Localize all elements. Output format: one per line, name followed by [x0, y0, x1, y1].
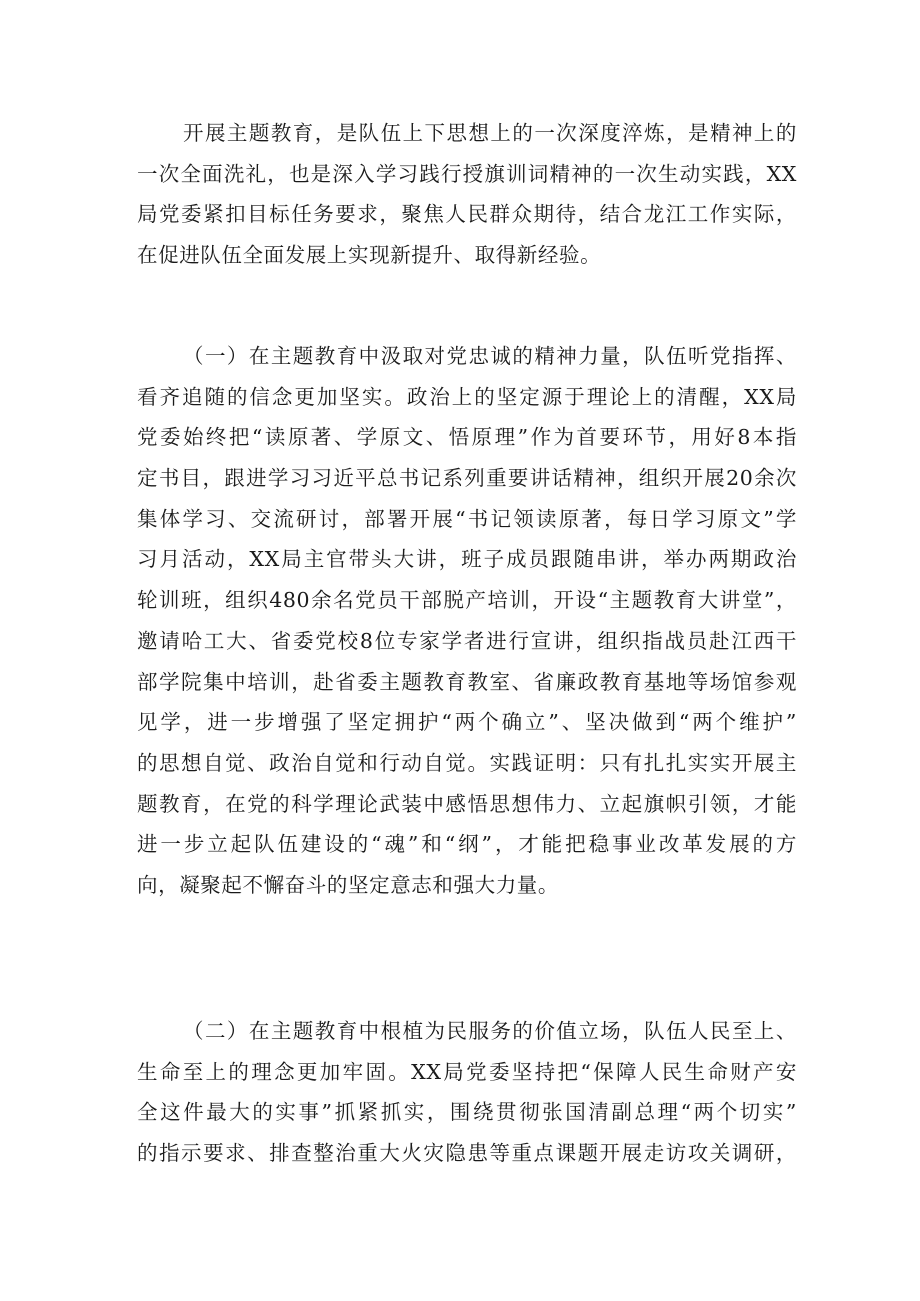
text-line: 题教育，在党的科学理论武装中感悟思想伟力、立起旗帜引领，才能	[137, 791, 797, 816]
text-line: 向，凝聚起不懈奋斗的坚定意志和强大力量。	[137, 872, 559, 897]
paragraph-section-two	[137, 1011, 797, 1174]
text-line: 见学，进一步增强了坚定拥护“两个确立”、坚决做到“两个维护”	[137, 710, 797, 735]
text-line: 轮训班，组织480余名党员干部脱产培训，开设“主题教育大讲堂”，	[137, 588, 797, 613]
text-line: 全这件最大的实事”抓紧抓实，围绕贯彻张国清副总理“两个切实”	[137, 1100, 797, 1125]
text-line: 部学院集中培训，赴省委主题教育教室、省廉政教育基地等场馆参观	[137, 669, 797, 694]
text-line: 邀请哈工大、省委党校8位专家学者进行宣讲，组织指战员赴江西干	[137, 628, 797, 653]
text-line: 定书目，跟进学习习近平总书记系列重要讲话精神，组织开展20余次	[137, 466, 797, 491]
text-line: 在促进队伍全面发展上实现新提升、取得新经验。	[137, 243, 602, 268]
text-line: 生命至上的理念更加牢固。XX局党委坚持把“保障人民生命财产安	[137, 1059, 797, 1084]
text-line: 进一步立起队伍建设的“魂”和“纲”，才能把稳事业改革发展的方	[137, 832, 797, 857]
text-line: 的思想自觉、政治自觉和行动自觉。实践证明：只有扎扎实实开展主	[137, 750, 797, 775]
text-line: 一次全面洗礼，也是深入学习践行授旗训词精神的一次生动实践，XX	[137, 161, 797, 186]
text-line: 的指示要求、排查整治重大火灾隐患等重点课题开展走访攻关调研，	[137, 1141, 797, 1166]
text-line: （一）在主题教育中汲取对党忠诚的精神力量，队伍听党指挥、	[183, 344, 797, 368]
text-line: 习月活动，XX局主官带头大讲，班子成员跟随串讲，举办两期政治	[137, 547, 797, 572]
text-line: （二）在主题教育中根植为民服务的价值立场，队伍人民至上、	[183, 1019, 797, 1043]
text-line: 集体学习、交流研讨，部署开展“书记领读原著，每日学习原文”学	[137, 506, 797, 531]
text-line: 局党委紧扣目标任务要求，聚焦人民群众期待，结合龙江工作实际，	[137, 202, 797, 227]
paragraph-intro	[137, 113, 797, 276]
paragraph-section-one	[137, 336, 797, 906]
text-line: 党委始终把“读原著、学原文、悟原理”作为首要环节，用好8本指	[137, 425, 797, 450]
text-line: 看齐追随的信念更加坚实。政治上的坚定源于理论上的清醒，XX局	[137, 384, 797, 409]
text-line: 开展主题教育，是队伍上下思想上的一次深度淬炼，是精神上的	[183, 121, 797, 145]
